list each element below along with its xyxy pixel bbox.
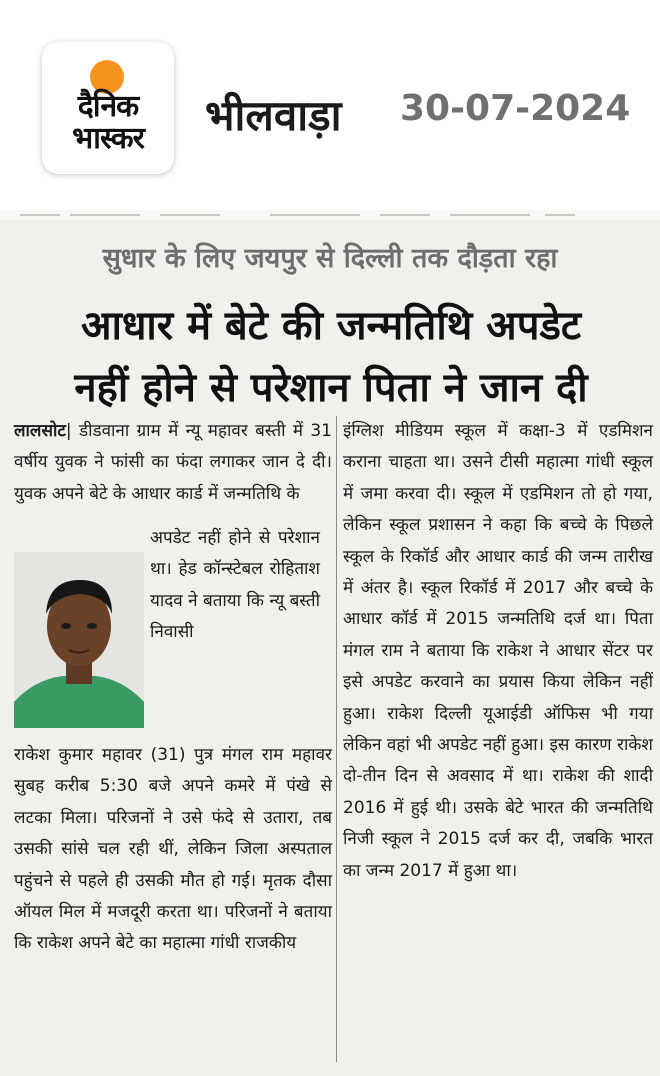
left-column-wrap: अपडेट नहीं होने से परेशान था। हेड कॉन्स्टेबल रोहिताश यादव ने बताया कि न्यू बस्ती निवासी (150, 528, 321, 643)
logo-line-1: दैनिक (77, 89, 139, 124)
logo-line-2: भास्कर (72, 121, 144, 156)
left-column-rest: राकेश कुमार महावर (31) पुत्र मंगल राम महावर सुबह करीब 5:30 बजे अपने कमरे में पंखे से लटका मिला। परिजनों ने उसे फंदे से उतारा, तब उसकी सांसे चल रही थीं, लेकिन जिला अस्पताल पहुंचने से पहले ही उसकी मौत हो गई। मृतक दौसा ऑयल मिल में मजदूरी करता था। परिजनों ने बताया कि राकेश अपने बेटे का महात्मा गांधी राजकीय (14, 745, 332, 954)
edition-date: 30-07-2024 (400, 88, 631, 129)
dateline: लालसोट (14, 421, 66, 441)
dainik-bhaskar-logo[interactable] (42, 42, 174, 174)
headline-line-1: आधार में बेटे की जन्मतिथि अपडेट (80, 303, 582, 349)
left-column-intro (14, 416, 332, 510)
cropped-top-strip (0, 210, 660, 220)
newspaper-clipping (0, 210, 660, 1076)
article-kicker: सुधार के लिए जयपुर से दिल्ली तक दौड़ता रहा (102, 243, 558, 274)
edition-city: भीलवाड़ा (205, 91, 342, 140)
victim-photo (14, 552, 144, 728)
column-divider (336, 416, 337, 1062)
left-intro-text: | डीडवाना ग्राम में न्यू महावर बस्ती में 31 वर्षीय युवक ने फांसी का फंदा लगाकर जान दे दी। युवक अपने बेटे के आधार कार्ड में जन्मतिथि के (14, 421, 332, 504)
app-header (0, 0, 660, 210)
right-column: इंग्लिश मीडियम स्कूल में कक्षा-3 में एडमिशन कराना चाहता था। उसने टीसी महात्मा गांधी स्कूल में जमा करवा दी। स्कूल में एडमिशन तो हो गया, लेकिन स्कूल प्रशासन ने कहा कि बच्चे के पिछले स्कूल के रिकॉर्ड और आधार कार्ड की जन्म तारीख में अंतर है। स्कूल रिकॉर्ड में 2017 और बच्चे के आधार कॉर्ड में 2015 जन्मतिथि दर्ज था। पिता मंगल राम ने बताया कि राकेश ने आधार सेंटर पर इसे अपडेट करवाने का प्रयास किया लेकिन नहीं हुआ। राकेश दिल्ली यूआईडी ऑफिस भी गया लेकिन वहां भी अपडेट नहीं हुआ। इस कारण राकेश दो-तीन दिन से अवसाद में था। राकेश की शादी 2016 में हुई थी। उसके बेटे भारत की जन्मतिथि निजी स्कूल ने 2015 दर्ज कर दी, जबकि भारत का जन्म 2017 में हुआ था। (343, 421, 653, 881)
headline-line-2: नहीं होने से परेशान पिता ने जान दी (74, 365, 588, 411)
